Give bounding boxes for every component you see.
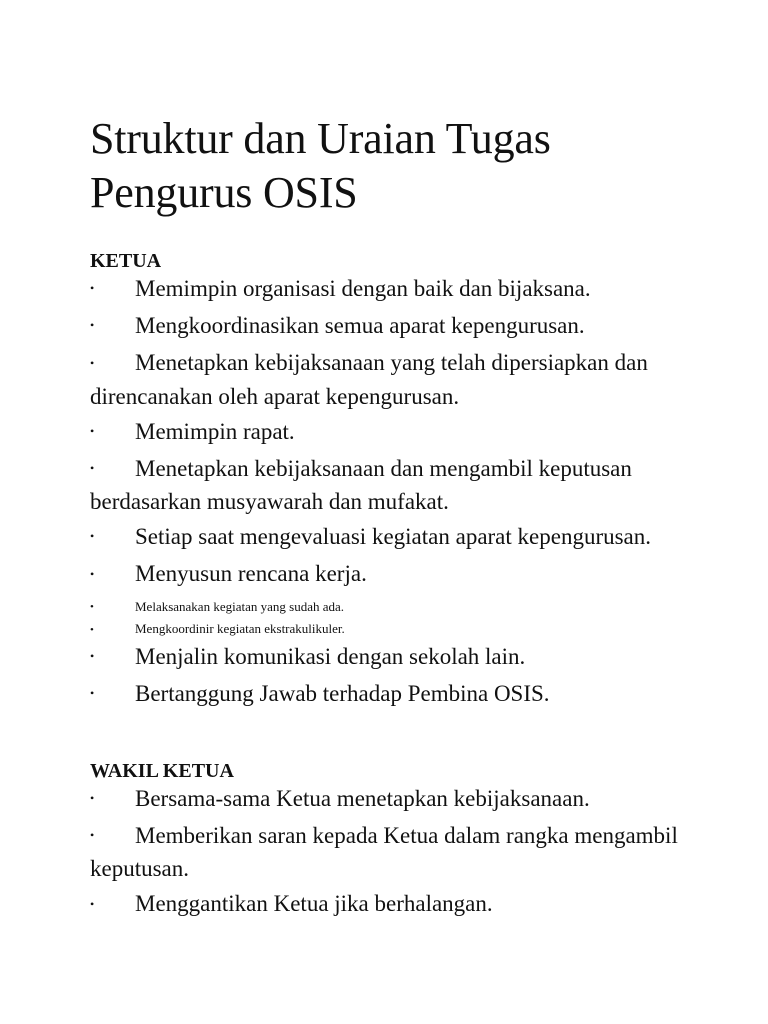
list-item [90, 347, 690, 411]
list-item-text: Mengkoordinasikan semua aparat kepengurusan. [135, 313, 585, 339]
section-heading: KETUA [90, 250, 162, 272]
bullet-list [90, 783, 690, 922]
page-title-line-1: Struktur dan Uraian Tugas [90, 114, 551, 163]
list-item-text: Menyusun rencana kerja. [135, 561, 367, 587]
bullet-icon: • [90, 896, 95, 911]
bullet-list [90, 273, 690, 711]
bullet-icon: • [90, 601, 94, 614]
list-item [90, 641, 690, 674]
page-title [90, 112, 690, 220]
bullet-icon: • [90, 355, 95, 370]
list-item [90, 678, 690, 711]
bullet-icon: • [90, 566, 95, 581]
bullet-icon: • [90, 623, 94, 636]
list-item [90, 310, 690, 343]
list-item [90, 618, 690, 641]
bullet-icon: • [90, 281, 95, 296]
list-item [90, 416, 690, 449]
list-item-text: Memimpin organisasi dengan baik dan bijaksana. [135, 276, 591, 301]
list-item-text: Menetapkan kebijaksanaan yang telah dipersiapkan dan direncanakan oleh aparat kepengurusan. [90, 350, 648, 409]
bullet-icon: • [90, 318, 95, 333]
bullet-icon: • [90, 791, 95, 806]
list-item [90, 273, 690, 306]
list-item-text: Menjalin komunikasi dengan sekolah lain. [135, 643, 526, 669]
list-item-text: Setiap saat mengevaluasi kegiatan aparat kepengurusan. [135, 524, 652, 550]
list-item [90, 820, 690, 884]
document-page [90, 112, 690, 926]
list-item [90, 783, 690, 816]
list-item-text: Bertanggung Jawab terhadap Pembina OSIS. [135, 680, 550, 706]
bullet-icon: • [90, 423, 95, 438]
list-item-text: Bersama-sama Ketua menetapkan kebijaksanaan. [135, 786, 590, 811]
bullet-icon: • [90, 686, 95, 700]
list-item-text: Memberikan saran kepada Ketua dalam rangka mengambil keputusan. [90, 823, 678, 882]
list-item [90, 521, 690, 554]
list-item [90, 453, 690, 517]
list-item-text: Memimpin rapat. [135, 418, 295, 444]
bullet-icon: • [90, 461, 95, 476]
bullet-icon: • [90, 529, 95, 544]
bullet-icon: • [90, 828, 95, 843]
list-item-text: Menggantikan Ketua jika berhalangan. [135, 891, 493, 917]
section-heading: WAKIL KETUA [90, 760, 234, 782]
list-item-text: Mengkoordinir kegiatan ekstrakulikuler. [135, 621, 345, 637]
sections-container [90, 249, 690, 922]
list-item [90, 558, 690, 591]
page-title-line-2: Pengurus OSIS [90, 168, 358, 217]
list-item [90, 596, 690, 619]
bullet-icon: • [90, 648, 95, 663]
list-item [90, 888, 690, 921]
list-item-text: Melaksanakan kegiatan yang sudah ada. [135, 598, 345, 614]
list-item-text: Menetapkan kebijaksanaan dan mengambil keputusan berdasarkan musyawarah dan mufakat. [90, 455, 632, 515]
